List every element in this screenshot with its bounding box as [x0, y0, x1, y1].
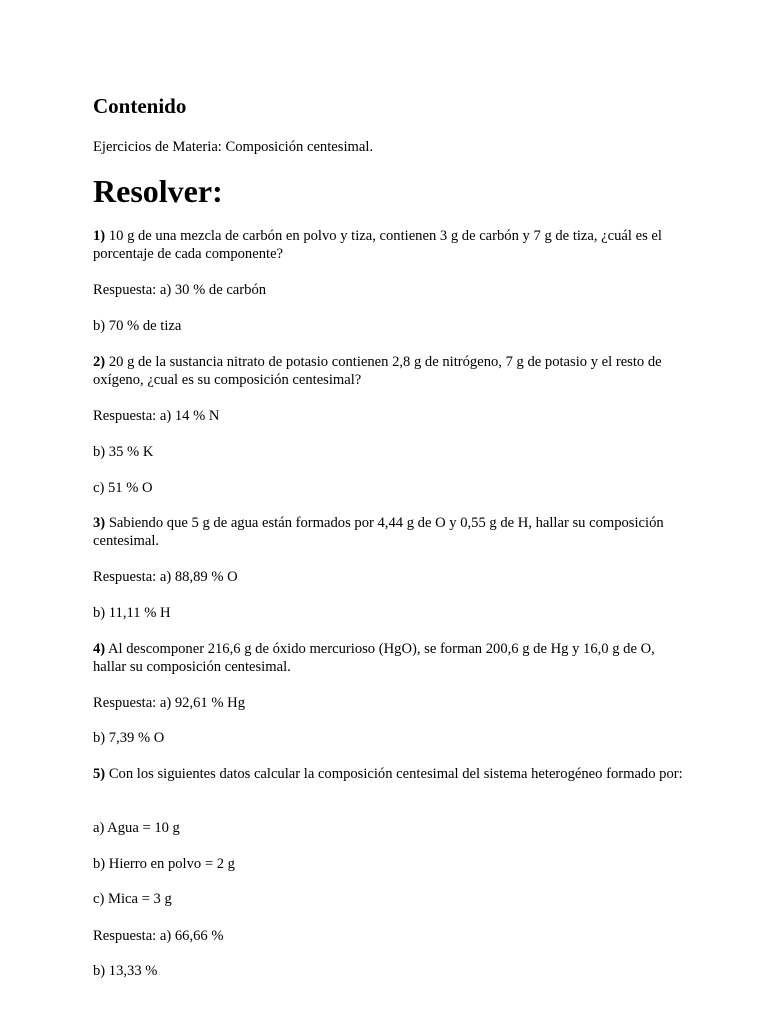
- exercise-2-answer-b: b) 35 % K: [93, 444, 154, 460]
- exercise-5-answer-a: Respuesta: a) 66,66 %: [93, 928, 224, 944]
- exercise-4-statement: [93, 640, 683, 676]
- main-heading: Resolver:: [93, 173, 223, 209]
- exercise-5-item-c: c) Mica = 3 g: [93, 891, 172, 907]
- exercise-3-answer-a: Respuesta: a) 88,89 % O: [93, 569, 238, 585]
- exercise-1-answer-b: b) 70 % de tiza: [93, 318, 182, 334]
- exercise-2-answer-c: c) 51 % O: [93, 480, 153, 496]
- exercise-1-number: 1): [93, 228, 106, 244]
- exercise-4-answer-a: Respuesta: a) 92,61 % Hg: [93, 695, 245, 711]
- exercise-1-text: 10 g de una mezcla de carbón en polvo y tiza, contienen 3 g de carbón y 7 g de tiza, ¿cuál es el porcentaje de cada componente?: [93, 228, 662, 262]
- exercise-5-statement: [93, 765, 683, 783]
- exercise-5-number: 5): [93, 766, 106, 782]
- exercise-4-answer-b: b) 7,39 % O: [93, 730, 165, 746]
- exercise-4-text: Al descomponer 216,6 g de óxido mercurioso (HgO), se forman 200,6 g de Hg y 16,0 g de O, hallar su composición centesimal.: [93, 641, 655, 675]
- exercise-1-statement: [93, 227, 683, 263]
- exercise-3-answer-b: b) 11,11 % H: [93, 605, 171, 621]
- section-title: Contenido: [93, 94, 187, 118]
- exercise-2-text: 20 g de la sustancia nitrato de potasio contienen 2,8 g de nitrógeno, 7 g de potasio y el resto de oxígeno, ¿cual es su composición centesimal?: [93, 354, 662, 388]
- exercise-3-text: Sabiendo que 5 g de agua están formados por 4,44 g de O y 0,55 g de H, hallar su composición centesimal.: [93, 515, 664, 549]
- exercise-2-number: 2): [93, 354, 106, 370]
- exercise-2-statement: [93, 353, 683, 389]
- exercise-5-answer-b: b) 13,33 %: [93, 963, 158, 979]
- exercise-5-text: Con los siguientes datos calcular la composición centesimal del sistema heterogéneo formado por:: [105, 766, 683, 782]
- exercise-3-number: 3): [93, 515, 106, 531]
- exercise-4-number: 4): [93, 641, 106, 657]
- exercise-5-item-b: b) Hierro en polvo = 2 g: [93, 856, 235, 872]
- exercise-5-item-a: a) Agua = 10 g: [93, 820, 180, 836]
- exercise-2-answer-a: Respuesta: a) 14 % N: [93, 408, 220, 424]
- exercise-1-answer-a: Respuesta: a) 30 % de carbón: [93, 282, 267, 298]
- document-subtitle: Ejercicios de Materia: Composición centesimal.: [93, 139, 374, 155]
- exercise-3-statement: [93, 514, 683, 550]
